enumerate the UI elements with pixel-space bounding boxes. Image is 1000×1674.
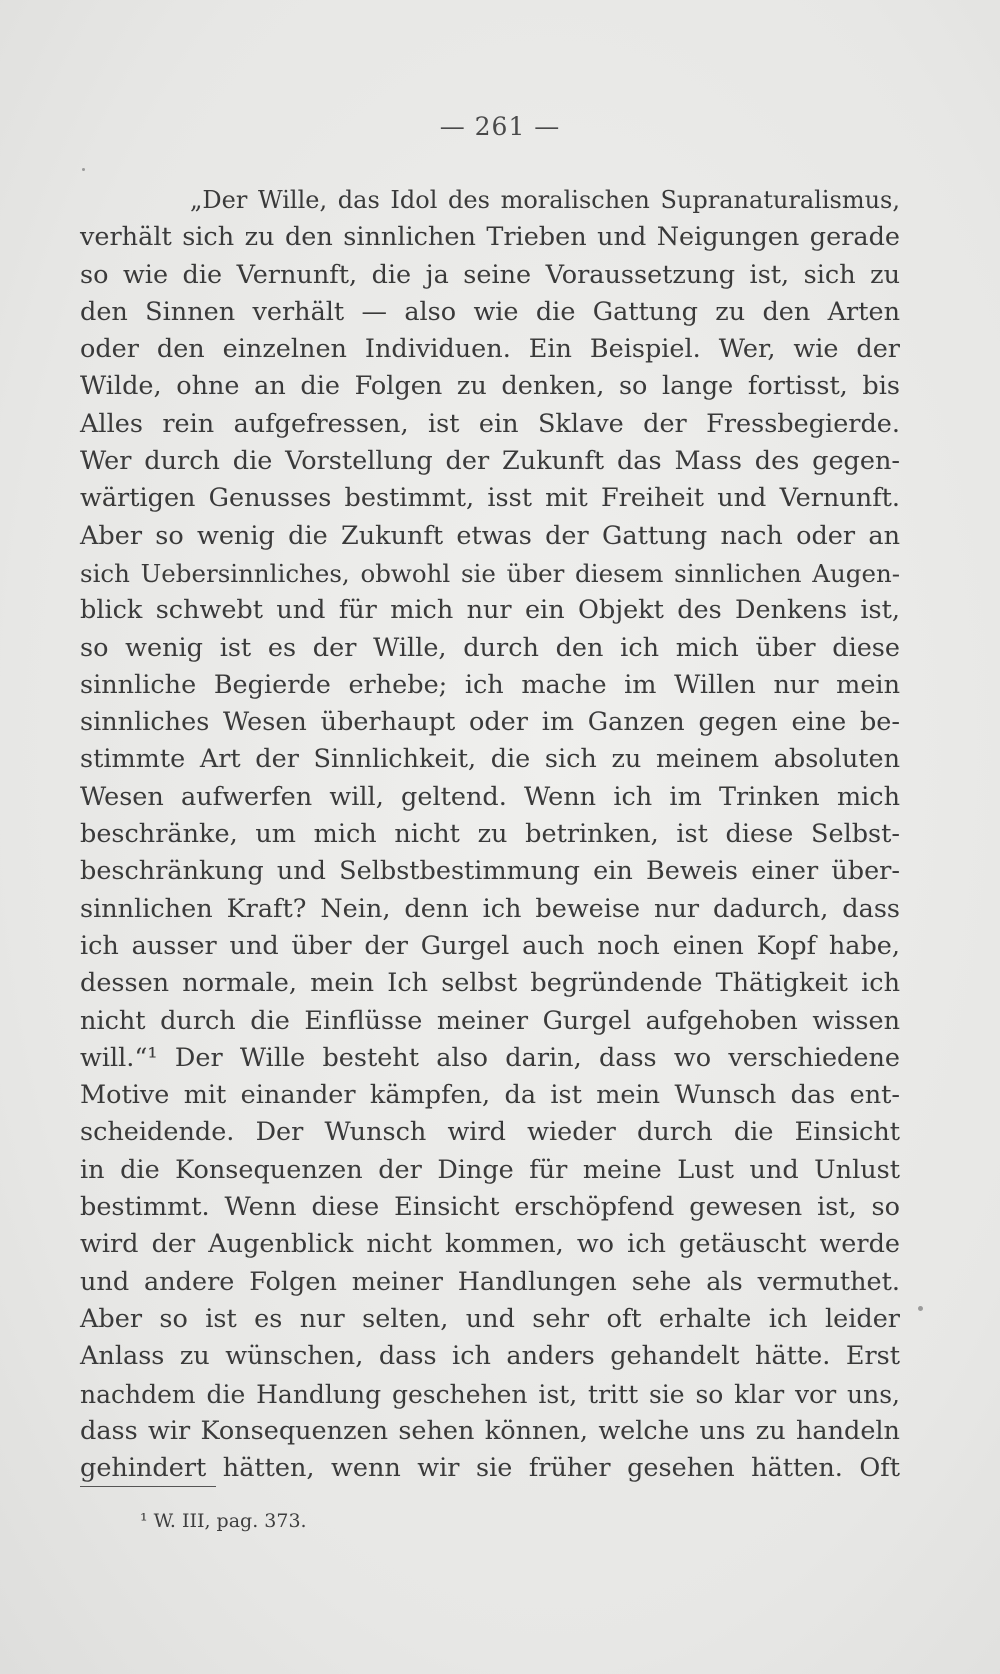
- text-line: verhält sich zu den sinnlichen Trieben und Neigungen gerade: [80, 222, 900, 253]
- text-line: Aber so wenig die Zukunft etwas der Gattung nach oder an: [80, 520, 900, 551]
- text-line: dass wir Konsequenzen sehen können, welche uns zu handeln: [80, 1415, 900, 1446]
- text-line: dessen normale, mein Ich selbst begründende Thätigkeit ich: [80, 968, 900, 999]
- text-line: in die Konsequenzen der Dinge für meine Lust und Unlust: [80, 1154, 900, 1185]
- text-line: scheidende. Der Wunsch wird wieder durch die Einsicht: [80, 1117, 900, 1148]
- text-line: Wilde, ohne an die Folgen zu denken, so lange fortisst, bis: [80, 371, 900, 402]
- text-line: Alles rein aufgefressen, ist ein Sklave der Fressbegierde.: [80, 408, 900, 439]
- text-line: Wesen aufwerfen will, geltend. Wenn ich im Trinken mich: [80, 781, 900, 812]
- text-line: sich Uebersinnliches, obwohl sie über diesem sinnlichen Augen-: [80, 558, 900, 588]
- text-line: Wer durch die Vorstellung der Zukunft das Mass des gegen-: [80, 446, 900, 477]
- text-line: Motive mit einander kämpfen, da ist mein Wunsch das ent-: [80, 1080, 900, 1111]
- body-text: [80, 182, 900, 1487]
- text-line: blick schwebt und für mich nur ein Objekt des Denkens ist,: [80, 595, 900, 626]
- text-line: nachdem die Handlung geschehen ist, tritt sie so klar vor uns,: [80, 1379, 900, 1409]
- text-line: „Der Wille, das Idol des moralischen Supranaturalismus,: [190, 186, 900, 214]
- text-line: will.“¹ Der Wille besteht also darin, dass wo verschiedene: [80, 1042, 900, 1073]
- text-line: beschränke, um mich nicht zu betrinken, ist diese Selbst-: [80, 819, 900, 850]
- paper-speck: [918, 1306, 923, 1311]
- footnote-separator: [80, 1486, 216, 1487]
- text-line: stimmte Art der Sinnlichkeit, die sich zu meinem absoluten: [80, 744, 900, 775]
- text-line: sinnliche Begierde erhebe; ich mache im Willen nur mein: [80, 669, 900, 700]
- text-line: Anlass zu wünschen, dass ich anders gehandelt hätte. Erst: [80, 1341, 900, 1372]
- text-line: nicht durch die Einflüsse meiner Gurgel aufgehoben wissen: [80, 1005, 900, 1036]
- page-number-header: — 261 —: [439, 112, 561, 141]
- text-line: beschränkung und Selbstbestimmung ein Beweis einer über-: [80, 856, 900, 887]
- text-line: den Sinnen verhält — also wie die Gattung zu den Arten: [80, 296, 900, 327]
- text-line: gehindert hätten, wenn wir sie früher gesehen hätten. Oft: [80, 1453, 900, 1484]
- text-line: sinnliches Wesen überhaupt oder im Ganzen gegen eine be-: [80, 707, 900, 738]
- text-line: wärtigen Genusses bestimmt, isst mit Freiheit und Vernunft.: [80, 483, 900, 514]
- text-line: sinnlichen Kraft? Nein, denn ich beweise nur dadurch, dass: [80, 893, 900, 924]
- text-line: bestimmt. Wenn diese Einsicht erschöpfend gewesen ist, so: [80, 1192, 900, 1223]
- footnote: ¹ W. III, pag. 373.: [140, 1510, 307, 1532]
- text-line: Aber so ist es nur selten, und sehr oft erhalte ich leider: [80, 1303, 900, 1334]
- text-line: so wenig ist es der Wille, durch den ich mich über diese: [80, 632, 900, 663]
- paper-speck: [82, 168, 85, 171]
- text-line: so wie die Vernunft, die ja seine Voraussetzung ist, sich zu: [80, 259, 900, 290]
- text-line: oder den einzelnen Individuen. Ein Beispiel. Wer, wie der: [80, 334, 900, 365]
- text-line: und andere Folgen meiner Handlungen sehe als vermuthet.: [80, 1266, 900, 1297]
- text-line: ich ausser und über der Gurgel auch noch einen Kopf habe,: [80, 930, 900, 961]
- text-line: wird der Augenblick nicht kommen, wo ich getäuscht werde: [80, 1229, 900, 1260]
